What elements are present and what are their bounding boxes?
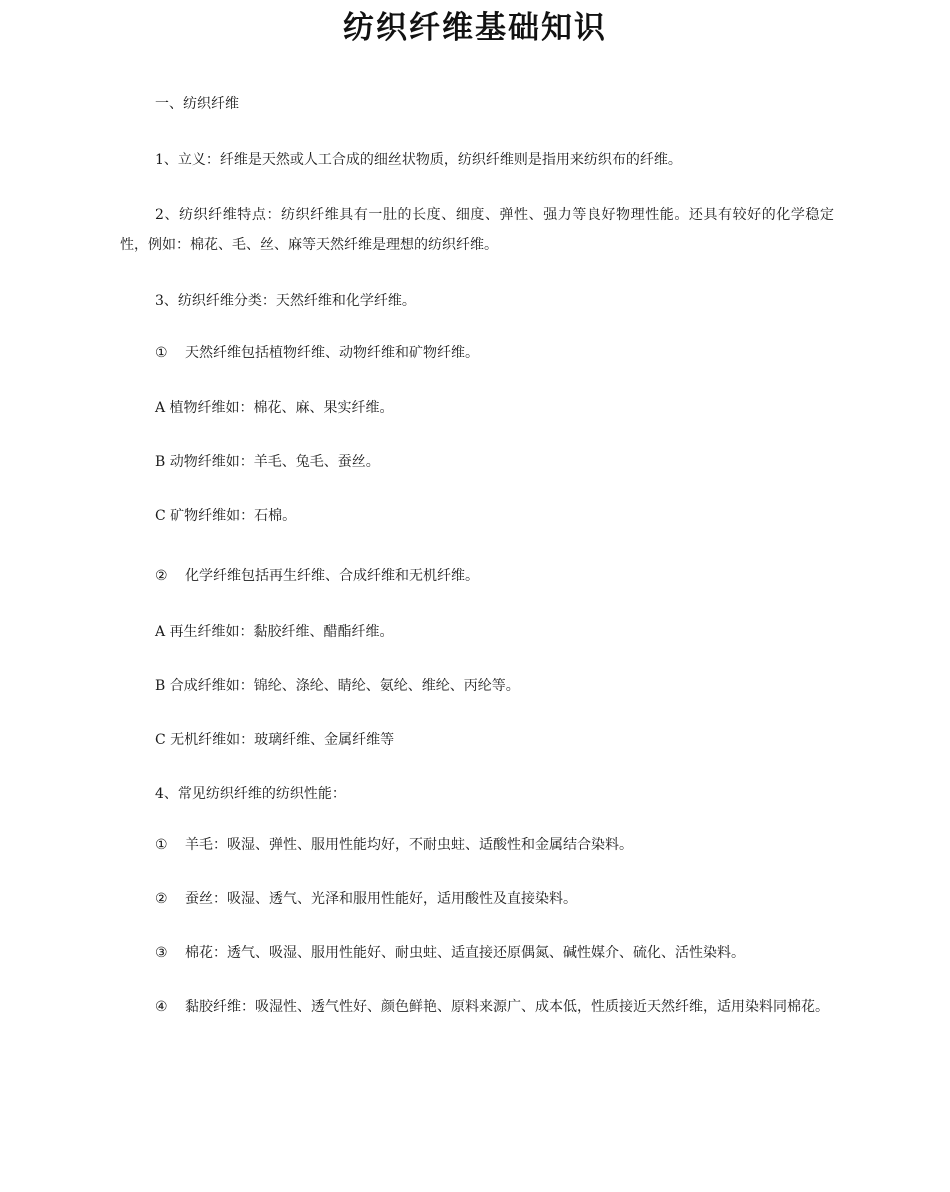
- natural-fiber-text: 天然纤维包括植物纤维、动物纤维和矿物纤维。: [185, 345, 479, 361]
- classification-paragraph: 3、纺织纤维分类：天然纤维和化学纤维。: [155, 293, 416, 309]
- circled-number-1: ①: [155, 837, 168, 853]
- synthetic-fiber-item: B 合成纤维如：锦纶、涤纶、睛纶、氨纶、维纶、丙纶等。: [155, 678, 520, 694]
- chemical-fiber-item: [155, 566, 479, 586]
- silk-property-text: 蚕丝：吸湿、透气、光泽和服用性能好，适用酸性及直接染料。: [185, 891, 577, 907]
- properties-heading: 4、常见纺织纤维的纺织性能：: [155, 786, 346, 802]
- silk-property-item: [155, 889, 577, 909]
- circled-number-2: ②: [155, 891, 168, 907]
- viscose-property-item: [120, 992, 834, 1022]
- document-title: 纺织纤维基础知识: [343, 10, 607, 46]
- wool-property-text: 羊毛：吸湿、弹性、服用性能均好，不耐虫蛀、适酸性和金属结合染料。: [185, 837, 633, 853]
- circled-number-4: ④: [155, 999, 168, 1015]
- chemical-fiber-text: 化学纤维包括再生纤维、合成纤维和无机纤维。: [185, 568, 479, 584]
- viscose-property-text: 黏胶纤维：吸湿性、透气性好、颜色鲜艳、原料来源广、成本低，性质接近天然纤维，适用染料同棉花。: [185, 999, 829, 1015]
- circled-number-3: ③: [155, 945, 168, 961]
- section-heading: 一、纺织纤维: [155, 96, 239, 112]
- wool-property-item: [155, 835, 633, 855]
- natural-fiber-item: [155, 343, 479, 363]
- animal-fiber-item: B 动物纤维如：羊毛、兔毛、蚕丝。: [155, 454, 380, 470]
- definition-paragraph: 1、立义：纤维是天然或人工合成的细丝状物质，纺织纤维则是指用来纺织布的纤维。: [155, 152, 682, 168]
- regenerated-fiber-item: A 再生纤维如：黏胶纤维、醋酯纤维。: [155, 624, 394, 640]
- mineral-fiber-item: C 矿物纤维如：石棉。: [155, 508, 297, 524]
- inorganic-fiber-item: C 无机纤维如：玻璃纤维、金属纤维等: [155, 732, 395, 748]
- circled-number-2: ②: [155, 568, 168, 584]
- circled-number-1: ①: [155, 345, 168, 361]
- cotton-property-item: [155, 943, 745, 963]
- plant-fiber-item: A 植物纤维如：棉花、麻、果实纤维。: [155, 400, 394, 416]
- cotton-property-text: 棉花：透气、吸湿、服用性能好、耐虫蛀、适直接还原偶氮、碱性媒介、硫化、活性染料。: [185, 945, 745, 961]
- characteristics-paragraph: 2、纺织纤维特点：纺织纤维具有一肚的长度、细度、弹性、强力等良好物理性能。还具有较好的化学稳定性，例如：棉花、毛、丝、麻等天然纤维是理想的纺织纤维。: [120, 207, 834, 253]
